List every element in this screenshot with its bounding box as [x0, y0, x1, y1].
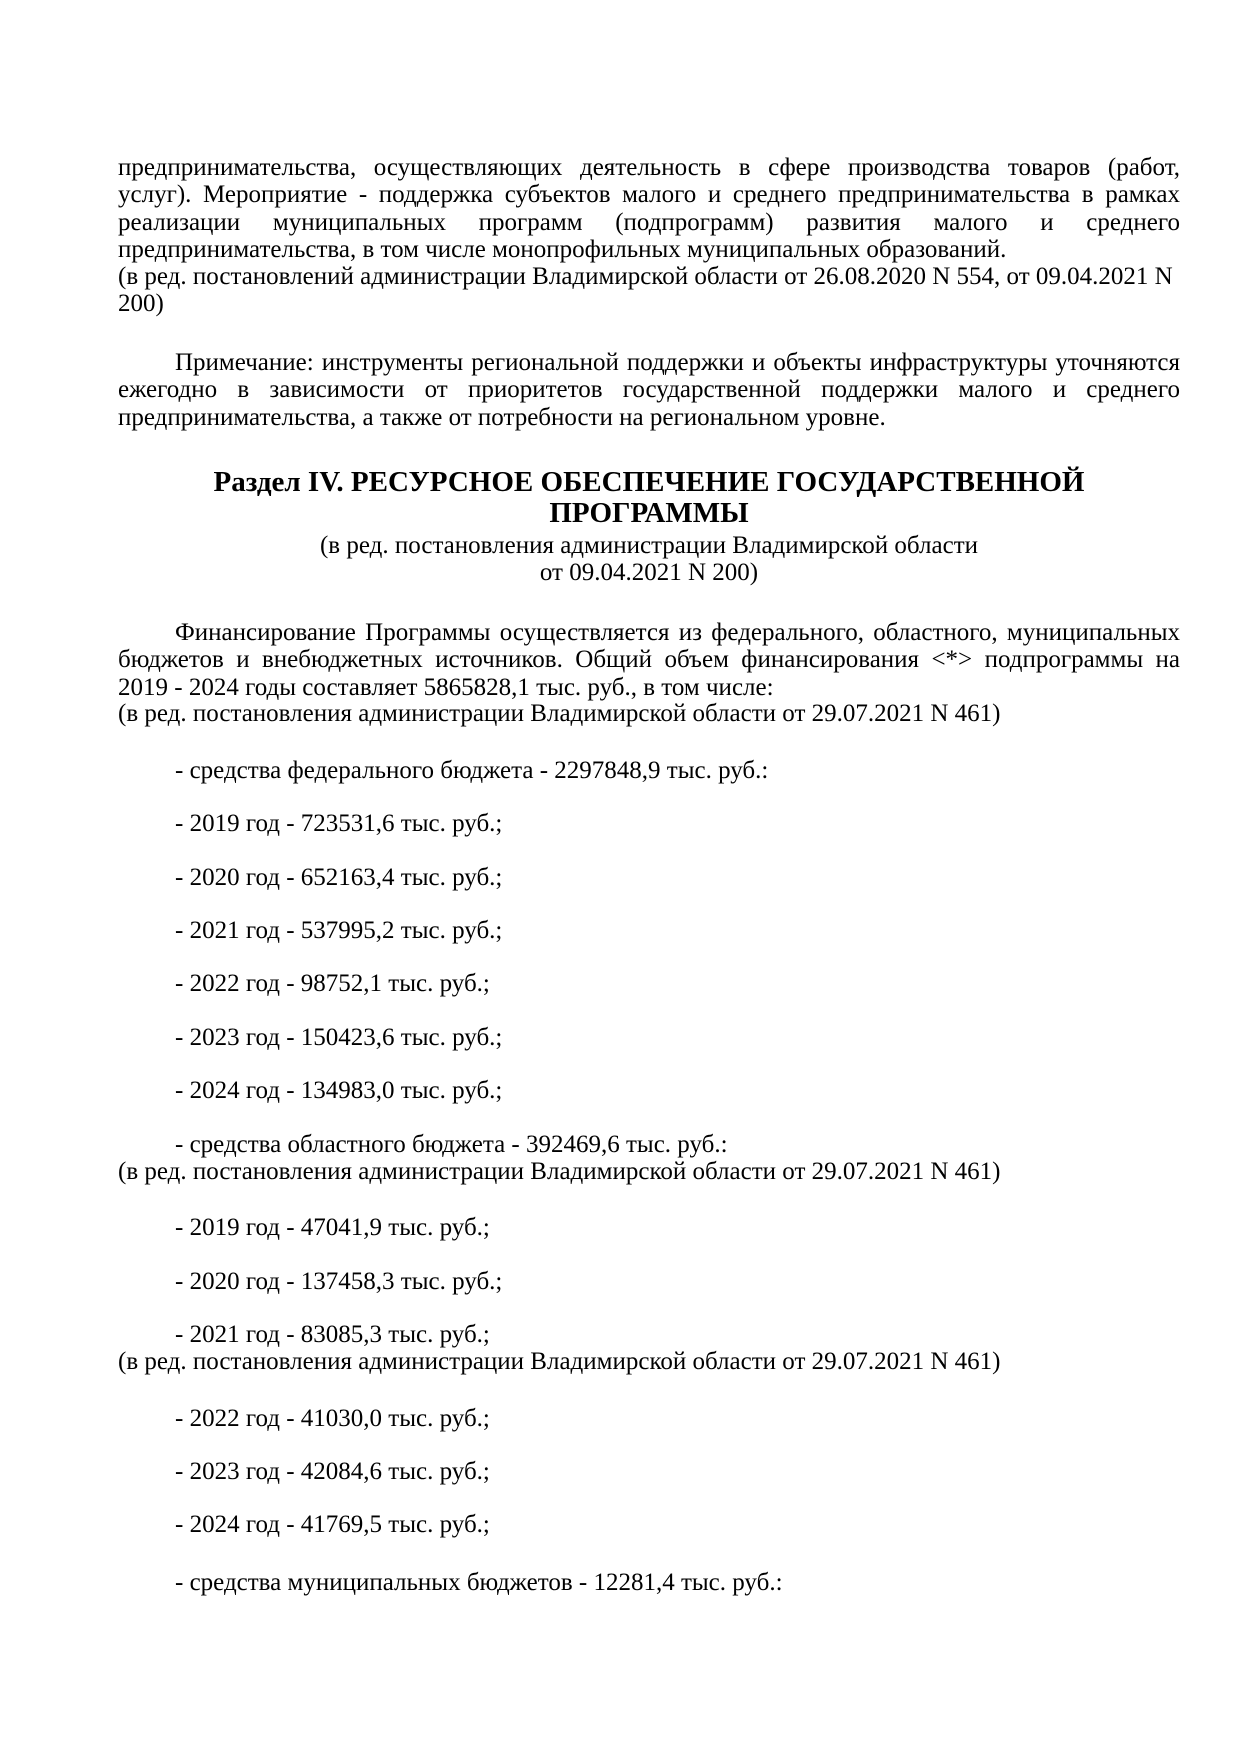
federal-year-item: - 2020 год - 652163,4 тыс. руб.; — [175, 864, 503, 891]
regional-total: - средства областного бюджета - 392469,6 тыс. руб.: — [175, 1131, 728, 1158]
section-title-line1: Раздел IV. РЕСУРСНОЕ ОБЕСПЕЧЕНИЕ ГОСУДАРСТВЕННОЙ — [213, 466, 1085, 498]
intro-amendment: (в ред. постановлений администрации Владимирской области от 26.08.2020 N 554, от 09.04.2021 N 200) — [118, 263, 1173, 318]
regional-year-item: - 2023 год - 42084,6 тыс. руб.; — [175, 1458, 490, 1485]
regional-amendment: (в ред. постановления администрации Владимирской области от 29.07.2021 N 461) — [118, 1158, 1001, 1185]
section-subtitle — [118, 532, 1180, 587]
section-subtitle-line1: (в ред. постановления администрации Владимирской области — [319, 532, 979, 559]
financing-paragraph: Финансирование Программы осуществляется из федерального, областного, муниципальных бюджетов и внебюджетных источников. Общий объем финансирования <*> подпрограммы на 2019 - 2024 годы составляет 5865828,1 тыс. руб., в том числе: — [118, 619, 1180, 701]
financing-amendment: (в ред. постановления администрации Владимирской области от 29.07.2021 N 461) — [118, 700, 1001, 727]
regional-year-item: - 2019 год - 47041,9 тыс. руб.; — [175, 1214, 490, 1241]
regional-year-item: - 2020 год - 137458,3 тыс. руб.; — [175, 1268, 503, 1295]
federal-year-item: - 2019 год - 723531,6 тыс. руб.; — [175, 810, 503, 837]
federal-total: - средства федерального бюджета - 2297848,9 тыс. руб.: — [175, 757, 769, 784]
municipal-total: - средства муниципальных бюджетов - 12281,4 тыс. руб.: — [175, 1569, 783, 1596]
intro-paragraph: предпринимательства, осуществляющих деятельность в сфере производства товаров (работ, услуг). Мероприятие - поддержка субъектов малого и среднего предпринимательства в рамках реализации муниципальных программ (подпрограмм) развития малого и среднего предпринимательства, в том числе монопрофильных муниципальных образований. — [118, 154, 1180, 264]
section-subtitle-line2: от 09.04.2021 N 200) — [539, 559, 759, 587]
note-paragraph: Примечание: инструменты региональной поддержки и объекты инфраструктуры уточняются ежегодно в зависимости от приоритетов государственной поддержки малого и среднего предпринимательства, а также от потребности на региональном уровне. — [118, 349, 1180, 431]
regional-year-item: - 2024 год - 41769,5 тыс. руб.; — [175, 1511, 490, 1538]
federal-year-item: - 2023 год - 150423,6 тыс. руб.; — [175, 1024, 503, 1051]
regional-year-item: - 2022 год - 41030,0 тыс. руб.; — [175, 1405, 490, 1432]
federal-year-item: - 2021 год - 537995,2 тыс. руб.; — [175, 917, 503, 944]
regional-2021-amendment: (в ред. постановления администрации Владимирской области от 29.07.2021 N 461) — [118, 1348, 1001, 1375]
federal-year-item: - 2022 год - 98752,1 тыс. руб.; — [175, 970, 490, 997]
section-title — [118, 467, 1180, 529]
section-title-line2: ПРОГРАММЫ — [549, 497, 749, 529]
federal-year-item: - 2024 год - 134983,0 тыс. руб.; — [175, 1077, 503, 1104]
regional-year-item: - 2021 год - 83085,3 тыс. руб.; — [175, 1321, 490, 1348]
